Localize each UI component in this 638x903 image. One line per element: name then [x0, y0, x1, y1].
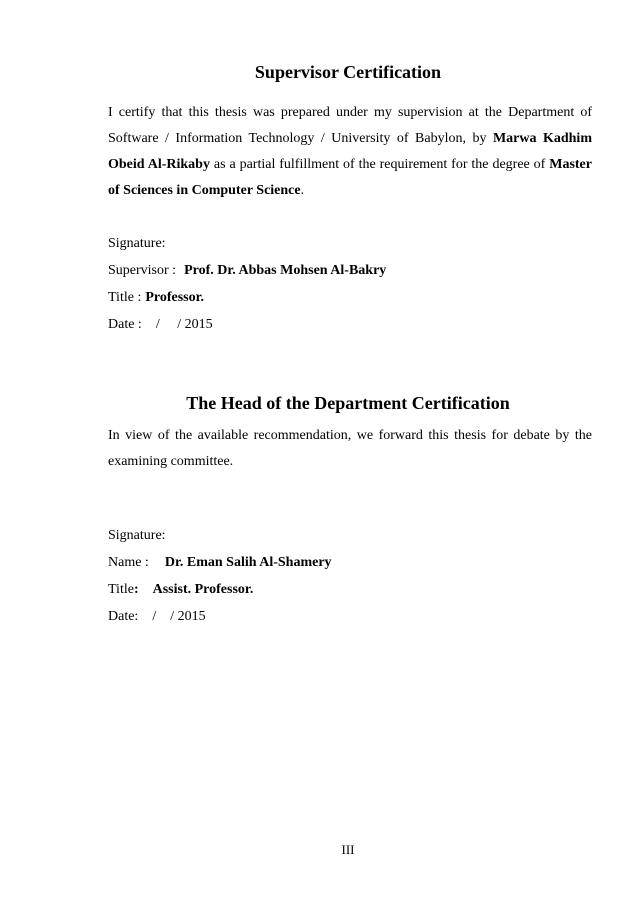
date-value: / / 2015 [155, 317, 213, 332]
head-date-label: Date: [108, 609, 139, 624]
supervisor-signature-line [108, 235, 166, 253]
signature-label: Signature: [108, 236, 166, 251]
title-value: Professor. [145, 290, 205, 305]
head-date-line [108, 608, 206, 626]
head-title-label: Title [108, 582, 134, 597]
supervisor-certification-heading: Supervisor Certification [254, 62, 442, 82]
para-text-2: as a partial fulfillment of the requirement for the degree of [209, 157, 550, 172]
head-title-value: Assist. Professor. [152, 582, 254, 597]
head-title-colon: : [133, 582, 139, 597]
supervisor-name: Prof. Dr. Abbas Mohsen Al-Bakry [184, 263, 387, 278]
head-title-line [108, 581, 253, 599]
page-number: III [341, 842, 355, 857]
para-end: . [300, 183, 305, 198]
head-name-line [108, 554, 332, 572]
para-text-1: I certify that this thesis was prepared under my supervision at the Department of Software / Information Technology / University of Babylon, by [108, 105, 592, 146]
date-label: Date : [108, 317, 142, 332]
supervisor-name-line [108, 262, 386, 280]
head-department-paragraph: In view of the available recommendation, we forward this thesis for debate by the examining committee. [108, 428, 592, 469]
head-department-certification-heading: The Head of the Department Certification [186, 393, 510, 413]
degree-name: Master of Sciences in Computer Science [108, 157, 592, 198]
head-name: Dr. Eman Salih Al-Shamery [164, 555, 332, 570]
supervisor-certification-paragraph [108, 100, 592, 204]
head-signature-line [108, 527, 166, 545]
supervisor-label: Supervisor : [108, 263, 177, 278]
supervisor-date-line [108, 316, 213, 334]
head-date-value: / / 2015 [152, 609, 206, 624]
name-label: Name : [108, 555, 149, 570]
student-name: Marwa Kadhim Obeid Al-Rikaby [108, 131, 592, 172]
supervisor-title-line [108, 289, 204, 307]
title-label: Title : [108, 290, 142, 305]
head-signature-label: Signature: [108, 528, 166, 543]
